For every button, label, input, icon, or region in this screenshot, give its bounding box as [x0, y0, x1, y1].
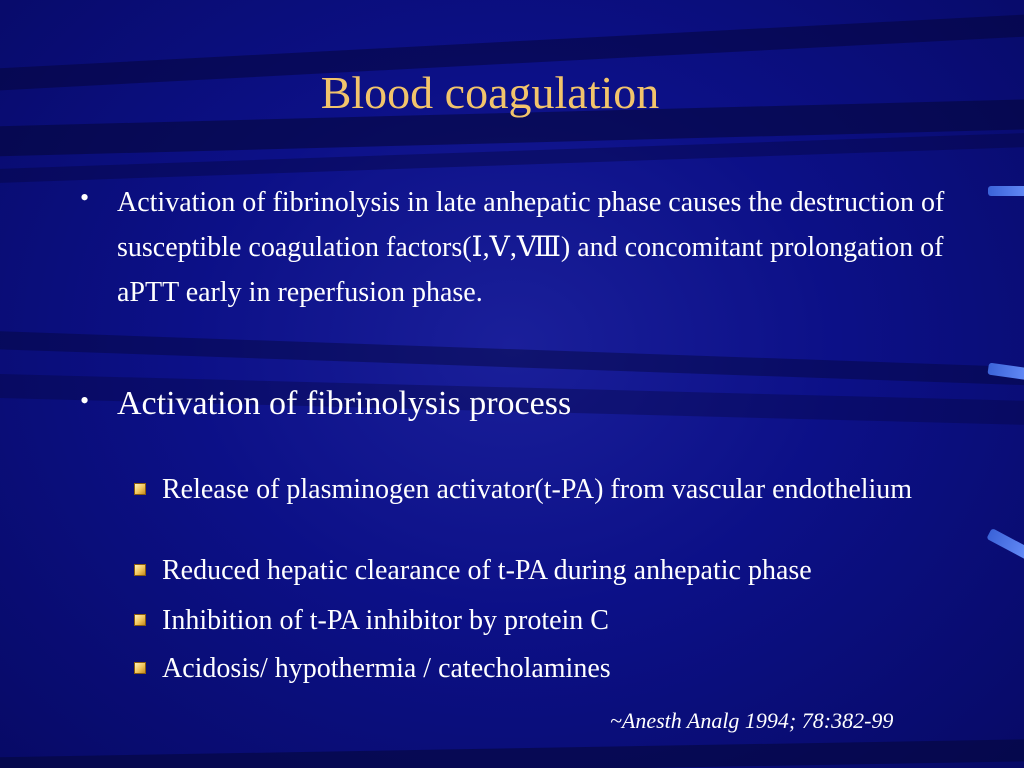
citation: ~Anesth Analg 1994; 78:382-99 [610, 708, 894, 733]
square-bullet-icon [134, 662, 146, 674]
bullet-text: Activation of fibrinolysis in late anhepatic phase causes the destruction of susceptible coagulation factors(Ⅰ,Ⅴ,Ⅷ) and concomitant prolongation of aPTT early in reperfusion phase. [117, 187, 945, 308]
sub-bullet-text: Release of plasminogen activator(t-PA) from vascular endothelium [162, 474, 913, 505]
accent-bar [988, 186, 1024, 196]
sub-bullet-text: Acidosis/ hypothermia / catecholamines [162, 653, 611, 684]
square-bullet-icon [134, 564, 146, 576]
bullet-dot-icon: • [80, 183, 90, 212]
bullet-dot-icon: • [80, 386, 90, 415]
sub-bullet-text: Inhibition of t-PA inhibitor by protein C [162, 605, 609, 636]
accent-bar [986, 528, 1024, 564]
sub-bullet-text: Reduced hepatic clearance of t-PA during anhepatic phase [162, 555, 812, 586]
square-bullet-icon [134, 614, 146, 626]
background-streak [0, 738, 1024, 768]
slide-title: Blood coagulation [320, 67, 660, 118]
square-bullet-icon [134, 483, 146, 495]
bullet-text: Activation of fibrinolysis process [117, 385, 572, 422]
